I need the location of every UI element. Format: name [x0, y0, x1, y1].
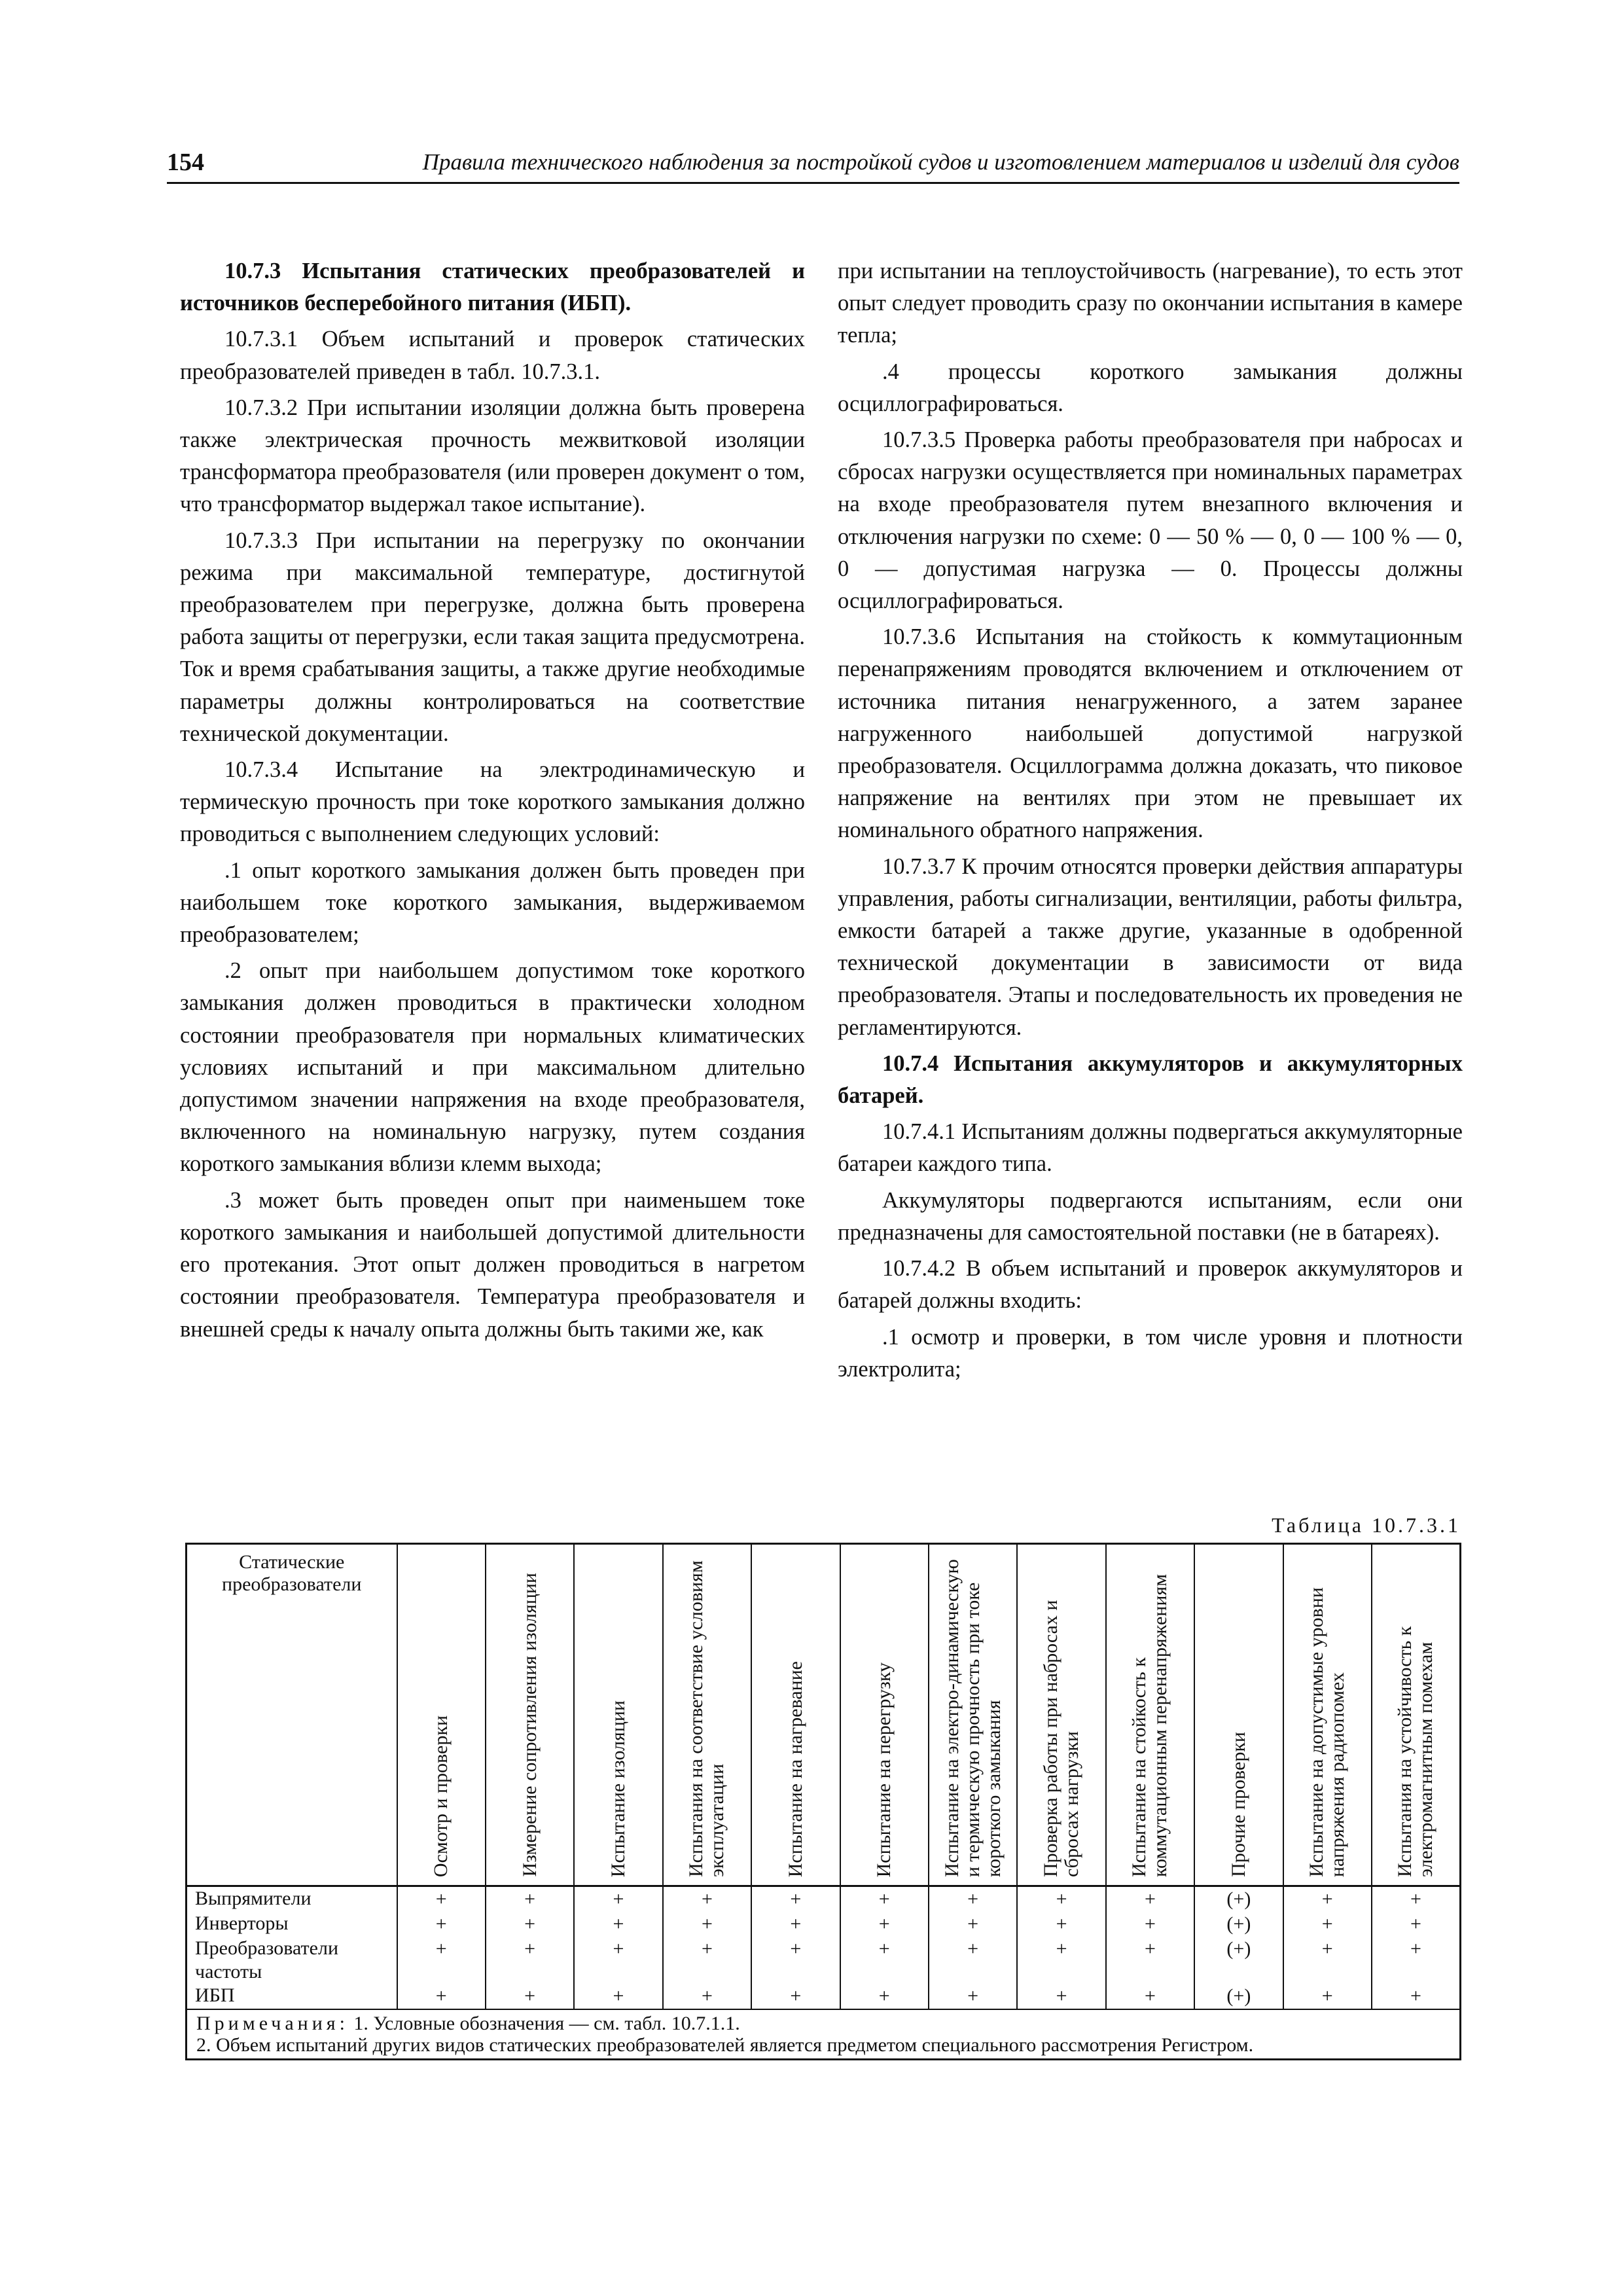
table-cell: + [1283, 1937, 1372, 1984]
table-cell: + [1106, 1912, 1194, 1937]
row-label: Инверторы [187, 1912, 397, 1937]
notes-label: Примечания: [196, 2013, 349, 2034]
table-cell: + [1017, 1912, 1105, 1937]
right-column [838, 255, 1463, 1390]
table-cell: + [663, 1937, 751, 1984]
column-header [751, 1544, 840, 1886]
row-label: ИБП [187, 1984, 397, 2009]
list-item: .2 опыт при наибольшем допустимом токе короткого замыкания должен проводиться в практически холодном состоянии преобразователя при нормальных климатических условиях испытаний и при максимальном длительно допустимом значении напряжения на входе преобразователя, включенного на номинальную нагрузку, путем создания короткого замыкания вблизи клемм выхода; [180, 958, 805, 1177]
paragraph: 10.7.3.3 При испытании на перегрузку по окончании режима при максимальной температуре, достигнутой преобразователем при перегрузке, должна быть проверена работа защиты от перегрузки, если такая защита предусмотрена. Ток и время срабатывания защиты, а также другие необходимые параметры должны контролироваться на соответствие технической документации. [180, 528, 805, 746]
paragraph-text: 10.7.4 Испытания аккумуляторов и аккумуляторных батарей. [838, 1050, 1463, 1109]
paragraph: 10.7.3.1 Объем испытаний и проверок статических преобразователей приведен в табл. 10.7.3.1. [180, 327, 805, 384]
column-header [840, 1544, 929, 1886]
table-cell: + [1372, 1912, 1461, 1937]
row-label: Преобразователи частоты [187, 1937, 397, 1984]
note-1: 1. Условные обозначения — см. табл. 10.7.1.1. [353, 2013, 740, 2034]
table-cell: + [1017, 1937, 1105, 1984]
table-cell: + [840, 1984, 929, 2009]
column-header-text: Испытание на перегрузку [873, 1662, 895, 1877]
table-cell: (+) [1194, 1912, 1283, 1937]
table-header-row [187, 1544, 1461, 1886]
column-header [663, 1544, 751, 1886]
table-cell: + [1283, 1886, 1372, 1912]
table-cell: + [1106, 1937, 1194, 1984]
table-cell: + [397, 1912, 486, 1937]
table-cell: + [751, 1937, 840, 1984]
list-item: .1 осмотр и проверки, в том числе уровня и плотности электролита; [838, 1324, 1463, 1382]
paragraph: 10.7.3.4 Испытание на электродинамическую и термическую прочность при токе короткого замыкания должно проводиться с выполнением следующих условий: [180, 757, 805, 847]
table-cell: + [397, 1984, 486, 2009]
table-cell: + [1017, 1984, 1105, 2009]
table-cell: (+) [1194, 1984, 1283, 2009]
paragraph: 10.7.3.6 Испытания на стойкость к коммутационным перенапряжениям проводятся включением и отключением от источника питания ненагруженного, а затем заранее нагруженного наибольшей допустимой нагрузкой преобразователя. Осциллограмма должна доказать, что пиковое напряжение на вентилях при этом не превышает их номинального обратного напряжения. [838, 624, 1463, 843]
table-cell: + [574, 1886, 662, 1912]
column-header-text: Испытание на нагревание [784, 1660, 806, 1877]
table-cell: + [840, 1886, 929, 1912]
column-header-text: Проверка работы при набросах и сбросах нагрузки [1040, 1600, 1083, 1877]
table-notes-row [187, 2009, 1461, 2060]
table-cell: + [663, 1886, 751, 1912]
paragraph: Аккумуляторы подвергаются испытаниям, если они предназначены для самостоятельной поставки (не в батареях). [838, 1187, 1463, 1245]
table-caption: Таблица 10.7.3.1 [1272, 1513, 1461, 1537]
table-cell: + [486, 1886, 574, 1912]
page-number: 154 [167, 149, 204, 176]
table-notes [187, 2009, 1461, 2060]
paragraph-text: 10.7.3 Испытания статических преобразователей и источников бесперебойного питания (ИБП). [180, 259, 805, 316]
table-cell: + [1017, 1886, 1105, 1912]
table-cell: (+) [1194, 1937, 1283, 1984]
table-cell: + [1283, 1912, 1372, 1937]
table-row [187, 1886, 1461, 1912]
table-cell: + [1372, 1886, 1461, 1912]
column-header-text: Испытания на соответствие условиям эксплуатации [685, 1560, 728, 1877]
table-cell: + [397, 1937, 486, 1984]
table-cell: + [574, 1912, 662, 1937]
column-header [1283, 1544, 1372, 1886]
column-header-text: Испытание на допустимые уровни напряжения радиопомех [1306, 1587, 1349, 1877]
column-header-text: Прочие проверки [1227, 1732, 1249, 1877]
table-cell: + [751, 1912, 840, 1937]
column-header [486, 1544, 574, 1886]
table-row [187, 1912, 1461, 1937]
table-cell: + [574, 1984, 662, 2009]
column-header [1194, 1544, 1283, 1886]
table-cell: + [929, 1886, 1017, 1912]
tests-table [185, 1543, 1461, 2060]
table-cell: + [663, 1912, 751, 1937]
table-cell: + [751, 1886, 840, 1912]
section-heading [180, 255, 805, 319]
page-header [167, 145, 1459, 184]
section-heading [838, 1048, 1463, 1112]
table-cell: + [1106, 1886, 1194, 1912]
table-cell: + [929, 1912, 1017, 1937]
table-cell: + [929, 1937, 1017, 1984]
table-cell: + [1283, 1984, 1372, 2009]
paragraph: 10.7.3.2 При испытании изоляции должна быть проверена также электрическая прочность межвитковой изоляции трансформатора преобразователя (или проверен документ о том, что трансформатор выдержал такое испытание). [180, 395, 805, 517]
column-header [1372, 1544, 1461, 1886]
column-header [574, 1544, 662, 1886]
table-cell: + [840, 1937, 929, 1984]
table-cell: + [929, 1984, 1017, 2009]
table-cell: + [486, 1984, 574, 2009]
table-cell: + [1106, 1984, 1194, 2009]
paragraph: 10.7.3.5 Проверка работы преобразователя при набросах и сбросах нагрузки осуществляется при номинальных параметрах на входе преобразователя путем внезапного включения и отключения нагрузки по схеме: 0 — 50 % — 0, 0 — 100 % — 0, 0 — допустимая нагрузка — 0. Процессы должны осциллографироваться. [838, 427, 1463, 614]
column-header [929, 1544, 1017, 1886]
table-cell: + [751, 1984, 840, 2009]
running-title: Правила технического наблюдения за постройкой судов и изготовлением материалов и изделий для судов [422, 149, 1459, 175]
column-header [397, 1544, 486, 1886]
list-item: .3 может быть проведен опыт при наименьшем токе короткого замыкания и наибольшей допустимой длительности его протекания. Этот опыт должен проводиться в нагретом состоянии преобразователя. Температура преобразователя и внешней среды к началу опыта должны быть такими же, как [180, 1187, 805, 1342]
column-header-text: Испытание на стойкость к коммутационным перенапряжениям [1128, 1573, 1171, 1877]
column-header-text: Испытание изоляции [607, 1700, 630, 1877]
column-header-text: Испытания на устойчивость к электромагнитным помехам [1394, 1626, 1437, 1877]
column-header-text: Измерение сопротивления изоляции [518, 1573, 541, 1877]
note-2: 2. Объем испытаний других видов статических преобразователей является предметом специального рассмотрения Регистром. [196, 2034, 1254, 2056]
corner-header: Статические преобразователи [187, 1544, 397, 1886]
table-cell: + [1372, 1937, 1461, 1984]
table-cell: + [397, 1886, 486, 1912]
left-column [180, 255, 805, 1350]
paragraph: 10.7.4.2 В объем испытаний и проверок аккумуляторов и батарей должны входить: [838, 1256, 1463, 1314]
column-header-text: Осмотр и проверки [430, 1715, 452, 1877]
list-item: .1 опыт короткого замыкания должен быть проведен при наибольшем токе короткого замыкания, выдерживаемом преобразователем; [180, 857, 805, 948]
table-cell: + [840, 1912, 929, 1937]
row-label: Выпрямители [187, 1886, 397, 1912]
paragraph: 10.7.3.7 К прочим относятся проверки действия аппаратуры управления, работы сигнализации, вентиляции, работы фильтра, емкости батарей а также другие, указанные в одобренной технической документации в зависимости от вида преобразователя. Этапы и последовательность их проведения не регламентируются. [838, 853, 1463, 1040]
table-cell: + [663, 1984, 751, 2009]
paragraph: 10.7.4.1 Испытаниям должны подвергаться аккумуляторные батареи каждого типа. [838, 1119, 1463, 1177]
list-item: .4 процессы короткого замыкания должны осциллографироваться. [838, 359, 1463, 416]
column-header [1017, 1544, 1105, 1886]
table-cell: + [486, 1937, 574, 1984]
table-row [187, 1984, 1461, 2009]
paragraph: при испытании на теплоустойчивость (нагревание), то есть этот опыт следует проводить сразу по окончании испытания в камере тепла; [838, 259, 1463, 348]
table-cell: (+) [1194, 1886, 1283, 1912]
table-row [187, 1937, 1461, 1984]
column-header [1106, 1544, 1194, 1886]
table-cell: + [574, 1937, 662, 1984]
table-cell: + [1372, 1984, 1461, 2009]
table-cell: + [486, 1912, 574, 1937]
column-header-text: Испытание на электро-динамическую и термическую прочность при токе короткого замыкания [940, 1559, 1005, 1877]
